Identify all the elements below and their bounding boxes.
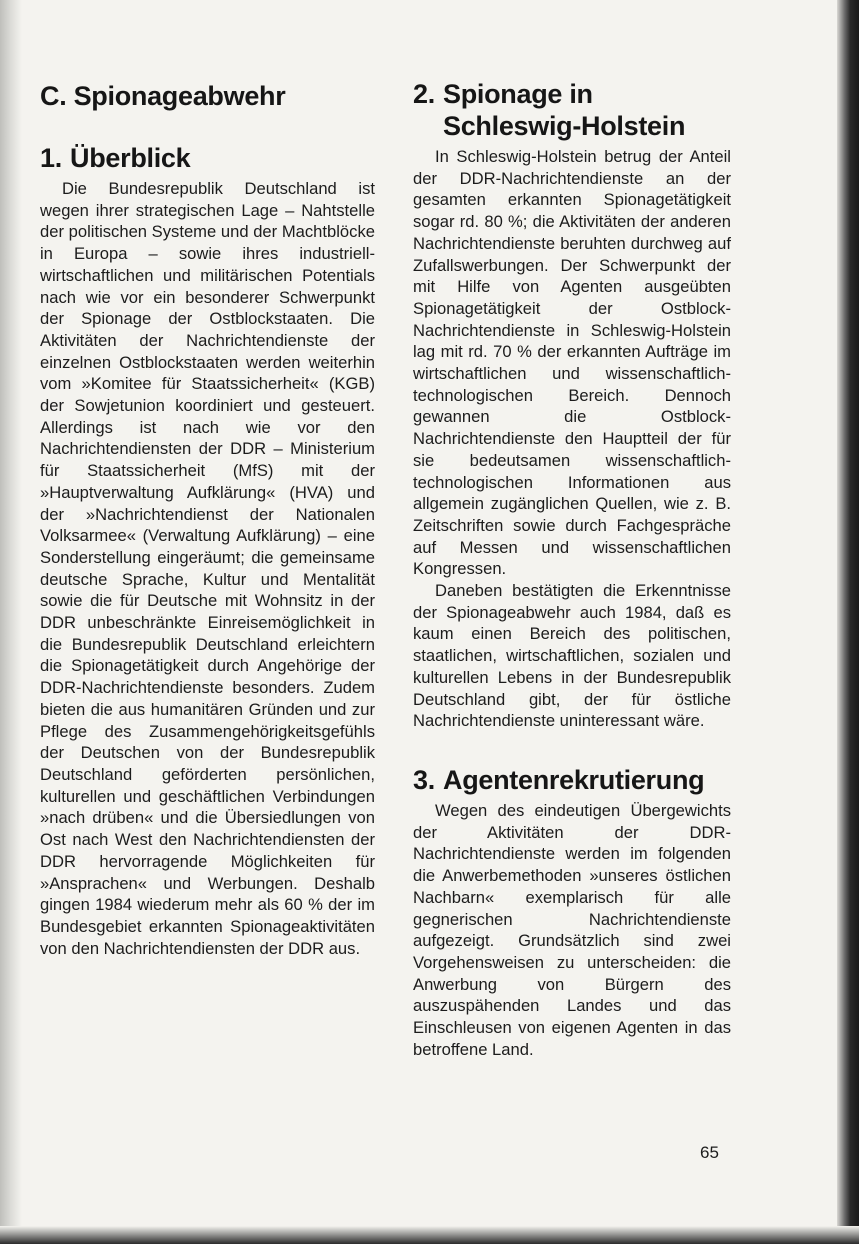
scan-binding-shadow (0, 0, 22, 1244)
subsection-1-paragraph: Die Bundesrepublik Deutschland ist wegen ihrer strategischen Lage – Nahtstelle der politischen Systeme und der Machtblöcke in Europa – sowie ihres industriell-wirtschaftlichen und militärischen Potentials nach wie vor ein besonderer Schwerpunkt der Spionage der Ostblockstaaten. Die Aktivitäten der Nachrichtendienste der einzelnen Ostblockstaaten werden weiterhin vom »Komitee für Staatssicherheit« (KGB) der Sowjetunion koordiniert und gesteuert. Allerdings ist nach wie vor den Nachrichtendiensten der DDR – Ministerium für Staatssicherheit (MfS) mit der »Hauptverwaltung Aufklärung« (HVA) und der »Nachrichtendienst der Nationalen Volksarmee« (Verwaltung Aufklärung) – eine Sonderstellung eingeräumt; die gemeinsame deutsche Sprache, Kultur und Mentalität sowie die für Deutsche mit Wohnsitz in der DDR unbeschränkte Einreisemöglichkeit in die Bundesrepublik Deutschland erleichtern die Spionagetätigkeit durch Angehörige der DDR-Nachrichtendienste besonders. Zudem bieten die aus humanitären Gründen und zur Pflege des Zusammengehörigkeitsgefühls der Deutschen von der Bundesrepublik Deutschland geförderten persönlichen, kulturellen und geschäftlichen Verbindungen »nach drüben« und die Übersiedlungen von Ost nach West den Nachrichtendiensten der DDR hervorragende Möglichkeiten für »Ansprachen« und Werbungen. Deshalb gingen 1984 wiederum mehr als 60 % der im Bundesgebiet erkannten Spionageaktivitäten von den Nachrichtendiensten der DDR aus. (40, 179, 375, 958)
subsection-1-title: Überblick (70, 143, 191, 173)
right-column (413, 72, 731, 1060)
subsection-2-title-line2: Schleswig-Holstein (443, 111, 686, 141)
subsection-3-number: 3. (413, 764, 435, 795)
subsection-2-paragraph-1: In Schleswig-Holstein betrug der Anteil der DDR-Nachrichtendienste an der gesamten erkannten Spionagetätigkeit sogar rd. 80 %; die Aktivitäten der anderen Nachrichtendienste beruhten durchweg auf Zufallswerbungen. Der Schwerpunkt der mit Hilfe von Agenten ausgeübten Spionagetätigkeit der Ostblock-Nachrichtendienste in Schleswig-Holstein lag mit rd. 70 % der erkannten Aufträge im wirtschaftlichen und wissenschaftlich-technologischen Bereich. Dennoch gewannen die Ostblock-Nachrichtendienste den Hauptteil der für sie bedeutsamen wissenschaftlich-technologischen Informationen aus allgemein zugänglichen Quellen, wie z. B. Zeitschriften sowie durch Fachgespräche auf Messen und wissenschaftlichen Kongressen. (413, 147, 731, 579)
subsection-1-heading (40, 142, 375, 174)
subsection-1-number: 1. (40, 143, 62, 173)
subsection-3-paragraph: Wegen des eindeutigen Übergewichts der Aktivitäten der DDR-Nachrichtendienste werden im folgenden die Anwerbemethoden »unseres östlichen Nachbarn« exemplarisch für alle gegnerischen Nachrichtendienste aufgezeigt. Grundsätzlich sind zwei Vorgehensweisen zu unterscheiden: die Anwerbung von Bürgern des auszuspähenden Landes und das Einschleusen von eigenen Agenten in das betroffene Land. (413, 800, 731, 1059)
subsection-2-number: 2. (413, 79, 435, 109)
scan-bottom-edge (0, 1226, 859, 1244)
subsection-2-paragraph-2: Daneben bestätigten die Erkenntnisse der Spionageabwehr auch 1984, daß es kaum einen Bereich des politischen, staatlichen, wirtschaftlichen, sozialen und kulturellen Lebens in der Bundesrepublik Deutschland gibt, der für östliche Nachrichtendienste uninteressant wäre. (413, 581, 731, 731)
subsection-3-heading (413, 764, 731, 796)
subsection-3-title: Agentenrekrutierung (443, 764, 705, 795)
subsection-2-heading (413, 78, 731, 142)
page-number: 65 (700, 1143, 719, 1162)
scan-right-edge (837, 0, 859, 1244)
section-heading: C. Spionageabwehr (40, 81, 286, 111)
subsection-2-title-line1: Spionage in (443, 79, 593, 109)
left-column (40, 72, 375, 959)
